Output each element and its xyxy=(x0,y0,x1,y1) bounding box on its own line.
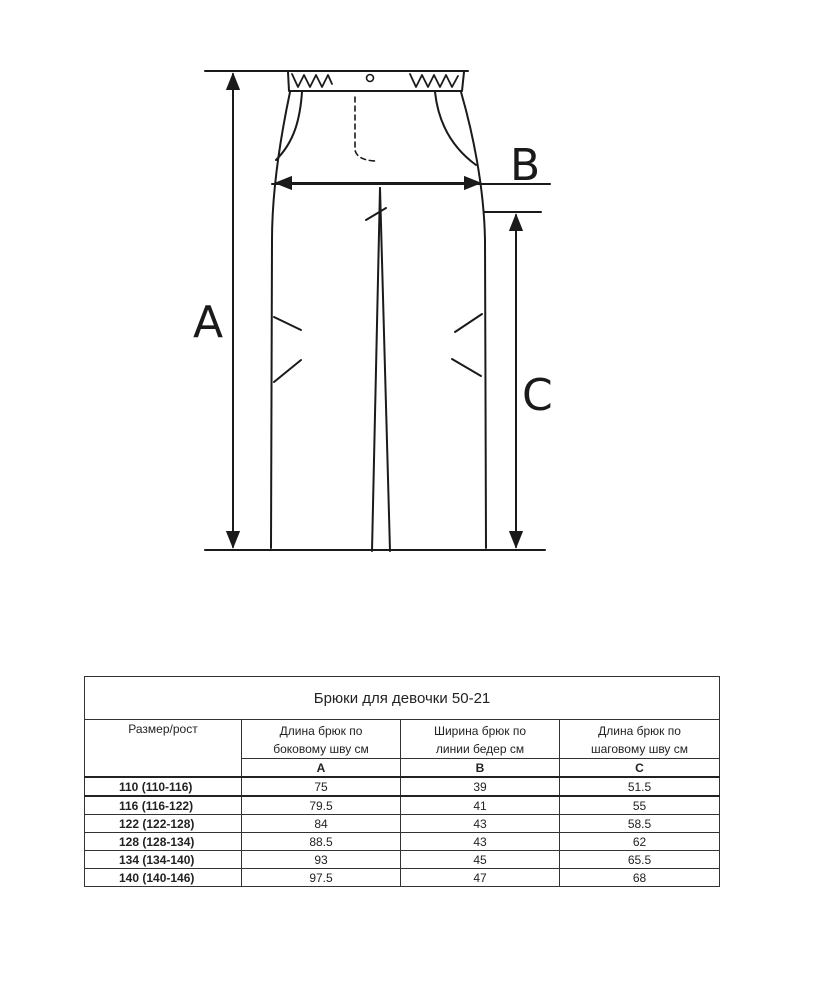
header-letter-b: B xyxy=(401,759,560,778)
elastic-zigzag-right xyxy=(410,74,458,87)
value-b-cell: 41 xyxy=(401,796,560,815)
header-letter-c: C xyxy=(560,759,720,778)
value-a-cell: 88.5 xyxy=(242,833,401,851)
header-a: Длина брюк по боковому шву см xyxy=(242,720,401,759)
right-knee-dart-lower xyxy=(452,359,481,376)
button xyxy=(367,75,374,82)
header-size: Размер/рост xyxy=(85,720,242,778)
dimension-b-label: B xyxy=(510,140,541,191)
size-cell: 116 (116-122) xyxy=(85,796,242,815)
value-c-cell: 68 xyxy=(560,869,720,887)
table-title: Брюки для девочки 50-21 xyxy=(85,677,720,720)
size-cell: 128 (128-134) xyxy=(85,833,242,851)
size-cell: 140 (140-146) xyxy=(85,869,242,887)
header-letter-a: A xyxy=(242,759,401,778)
crotch-mark xyxy=(366,208,386,220)
table-row xyxy=(85,851,720,869)
elastic-zigzag-left xyxy=(292,74,332,87)
value-c-cell: 65.5 xyxy=(560,851,720,869)
left-knee-dart-lower xyxy=(274,360,301,382)
table-row xyxy=(85,777,720,796)
dimension-c-label: C xyxy=(522,370,553,421)
value-a-cell: 97.5 xyxy=(242,869,401,887)
value-b-cell: 43 xyxy=(401,833,560,851)
header-b: Ширина брюк по линии бедер см xyxy=(401,720,560,759)
value-b-cell: 43 xyxy=(401,815,560,833)
left-inseam xyxy=(372,188,380,551)
left-knee-dart-upper xyxy=(274,317,301,330)
value-a-cell: 84 xyxy=(242,815,401,833)
size-cell: 134 (134-140) xyxy=(85,851,242,869)
value-b-cell: 47 xyxy=(401,869,560,887)
value-a-cell: 93 xyxy=(242,851,401,869)
right-knee-dart-upper xyxy=(455,314,482,332)
table-row xyxy=(85,815,720,833)
value-b-cell: 39 xyxy=(401,777,560,796)
value-c-cell: 62 xyxy=(560,833,720,851)
fly-stitching xyxy=(355,97,375,161)
value-c-cell: 58.5 xyxy=(560,815,720,833)
table-row xyxy=(85,869,720,887)
size-chart-table xyxy=(84,676,720,887)
size-cell: 122 (122-128) xyxy=(85,815,242,833)
right-inseam xyxy=(380,188,390,551)
size-cell: 110 (110-116) xyxy=(85,777,242,796)
table-row xyxy=(85,833,720,851)
table-row xyxy=(85,796,720,815)
value-a-cell: 79.5 xyxy=(242,796,401,815)
value-c-cell: 51.5 xyxy=(560,777,720,796)
header-c: Длина брюк по шаговому шву см xyxy=(560,720,720,759)
value-a-cell: 75 xyxy=(242,777,401,796)
value-b-cell: 45 xyxy=(401,851,560,869)
dimension-a-label: A xyxy=(193,297,224,348)
value-c-cell: 55 xyxy=(560,796,720,815)
